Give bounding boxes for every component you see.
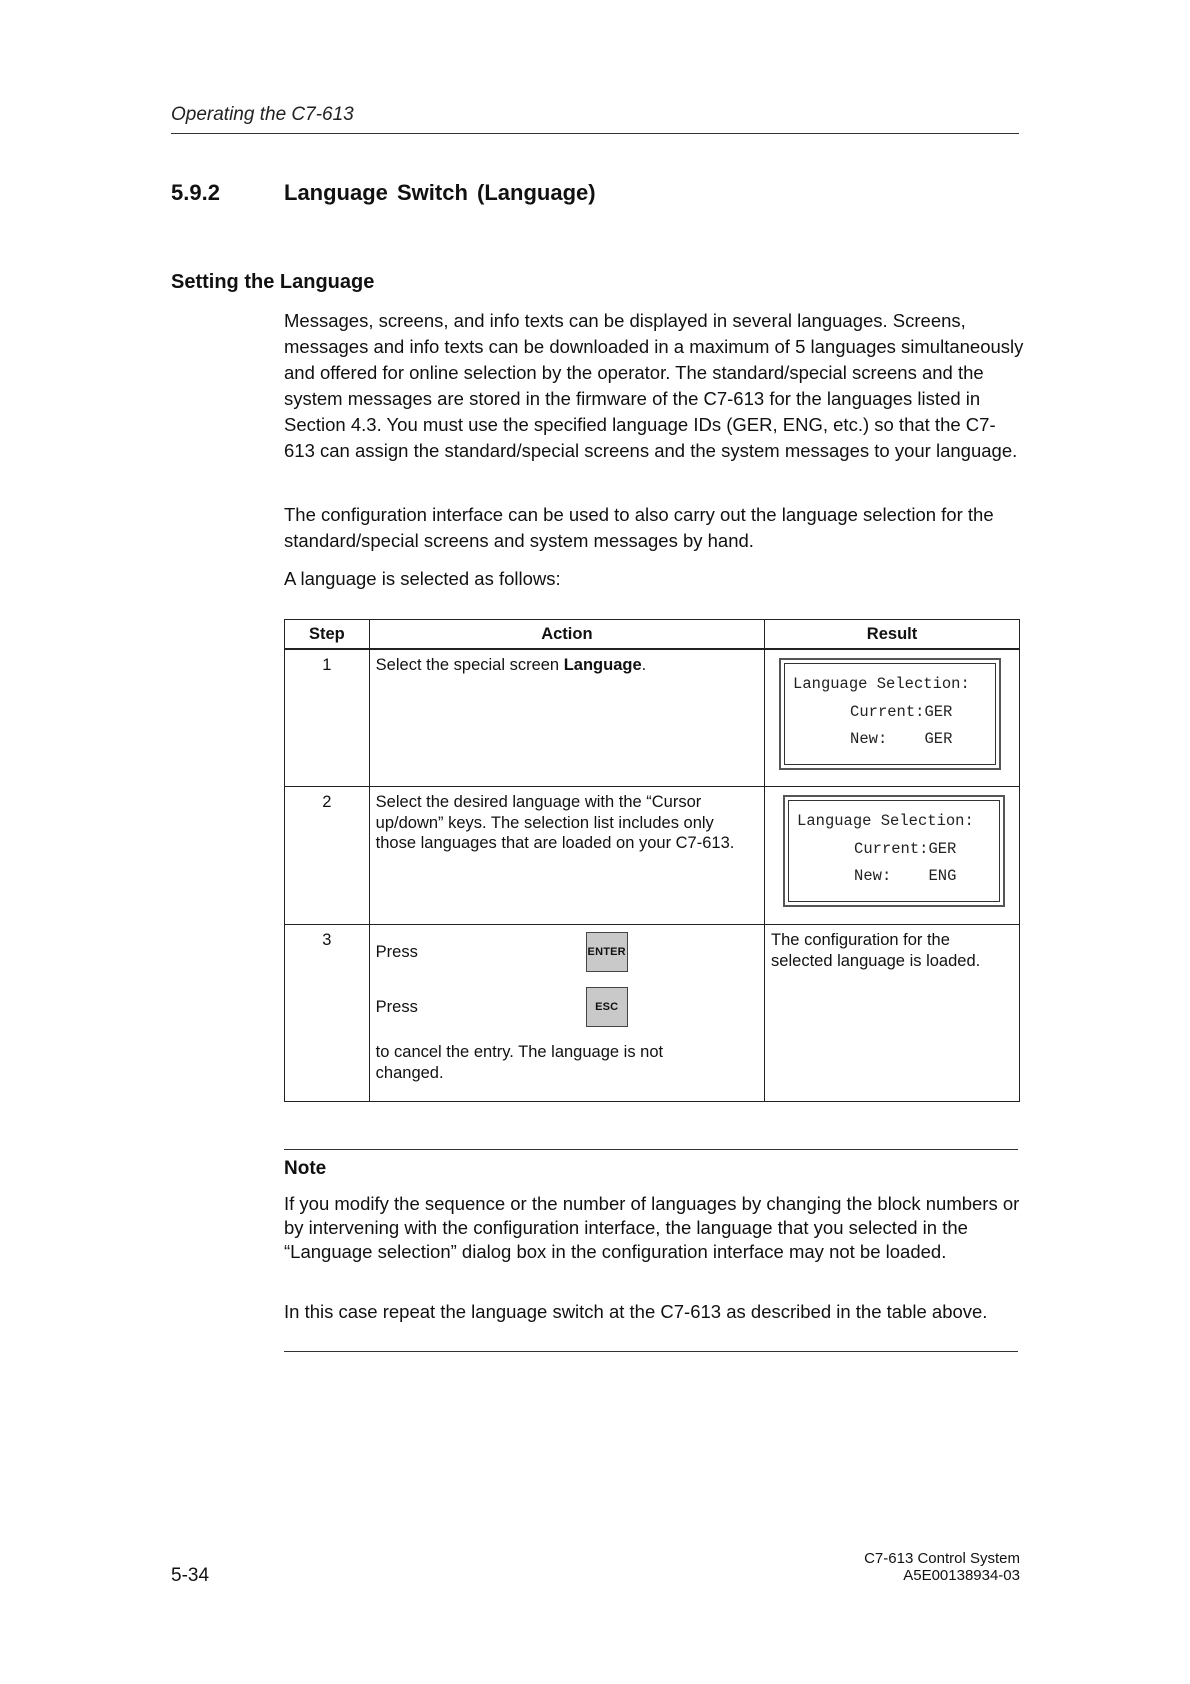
lcd-display [783, 795, 1005, 907]
lcd-line: Current:GER [850, 702, 953, 721]
lcd-screen [788, 800, 1000, 902]
step-number: 3 [285, 925, 370, 1102]
action-text: Select the special screen [375, 656, 564, 674]
lcd-line: Language Selection: [797, 812, 974, 830]
lcd-line [793, 726, 995, 754]
action-text-end: . [641, 656, 647, 674]
table-row [285, 925, 1020, 1102]
footer-doc-id: A5E00138934-03 [903, 1567, 1020, 1584]
running-header: Operating the C7-613 [171, 104, 354, 125]
lcd-label: New: [850, 730, 888, 748]
table-row [285, 787, 1020, 925]
section-number: 5.9.2 [171, 180, 220, 205]
header-divider [171, 133, 1019, 134]
config-paragraph: The configuration interface can be used to also carry out the language selection for the standard/special screens and system messages by hand. [284, 504, 994, 551]
step-action [369, 649, 764, 787]
lcd-display [779, 658, 1001, 770]
lcd-line [797, 863, 999, 891]
press-label: Press [375, 943, 418, 961]
lcd-value: GER [924, 730, 953, 748]
action-emphasis: Language [563, 656, 642, 674]
step-number: 2 [285, 787, 370, 925]
step-number: 1 [285, 649, 370, 787]
lcd-line: Current:GER [854, 839, 957, 858]
note-divider-top [284, 1149, 1018, 1150]
action-column-header: Action [369, 620, 764, 650]
note-paragraph: If you modify the sequence or the number of languages by changing the block numbers or by intervening with the configuration interface, the language that you selected in the “Language selection” dialog box in the configuration interface may not be loaded. [284, 1193, 1020, 1262]
section-title: Language Switch (Language) [284, 180, 596, 205]
result-column-header: Result [765, 620, 1020, 650]
subsection-title: Setting the Language [171, 271, 375, 293]
enter-key-icon: ENTER [586, 932, 628, 972]
step-result: The configuration for the selected language is loaded. [765, 925, 1020, 1102]
steps-table [284, 619, 1020, 1102]
note-divider-bottom [284, 1351, 1018, 1352]
step-result [765, 649, 1020, 787]
lcd-value: ENG [928, 867, 957, 885]
lcd-line: Language Selection: [793, 675, 970, 693]
table-row [285, 649, 1020, 787]
press-label: Press [375, 998, 418, 1016]
note-title: Note [284, 1158, 327, 1179]
step-result [765, 787, 1020, 925]
step-action [369, 925, 764, 1102]
page-number: 5-34 [171, 1565, 210, 1586]
selection-intro: A language is selected as follows: [284, 568, 561, 589]
cancel-text: to cancel the entry. The language is not changed. [375, 1043, 664, 1082]
footer-doc-title: C7-613 Control System [864, 1550, 1020, 1567]
esc-key-icon: ESC [586, 987, 628, 1027]
lcd-label: New: [854, 867, 892, 885]
press-esc-row [376, 985, 758, 1040]
footer-doc-info [800, 1550, 1020, 1584]
step-action: Select the desired language with the “Cursor up/down” keys. The selection list includes only those languages that are loaded on your C7-613. [369, 787, 764, 925]
lcd-screen [784, 663, 996, 765]
press-enter-row [376, 930, 758, 985]
table-header-row [285, 620, 1020, 650]
intro-paragraph: Messages, screens, and info texts can be displayed in several languages. Screens, messages and info texts can be downloaded in a maximum of 5 languages simultaneously and offered for online selection by the operator. The standard/special screens and the system messages are stored in the firmware of the C7-613 for the languages listed in Section 4.3. You must use the specified language IDs (GER, ENG, etc.) so that the C7-613 can assign the standard/special screens and the system messages to your language. [284, 310, 1024, 461]
note-paragraph: In this case repeat the language switch at the C7-613 as described in the table above. [284, 1301, 988, 1322]
step-column-header: Step [285, 620, 370, 650]
